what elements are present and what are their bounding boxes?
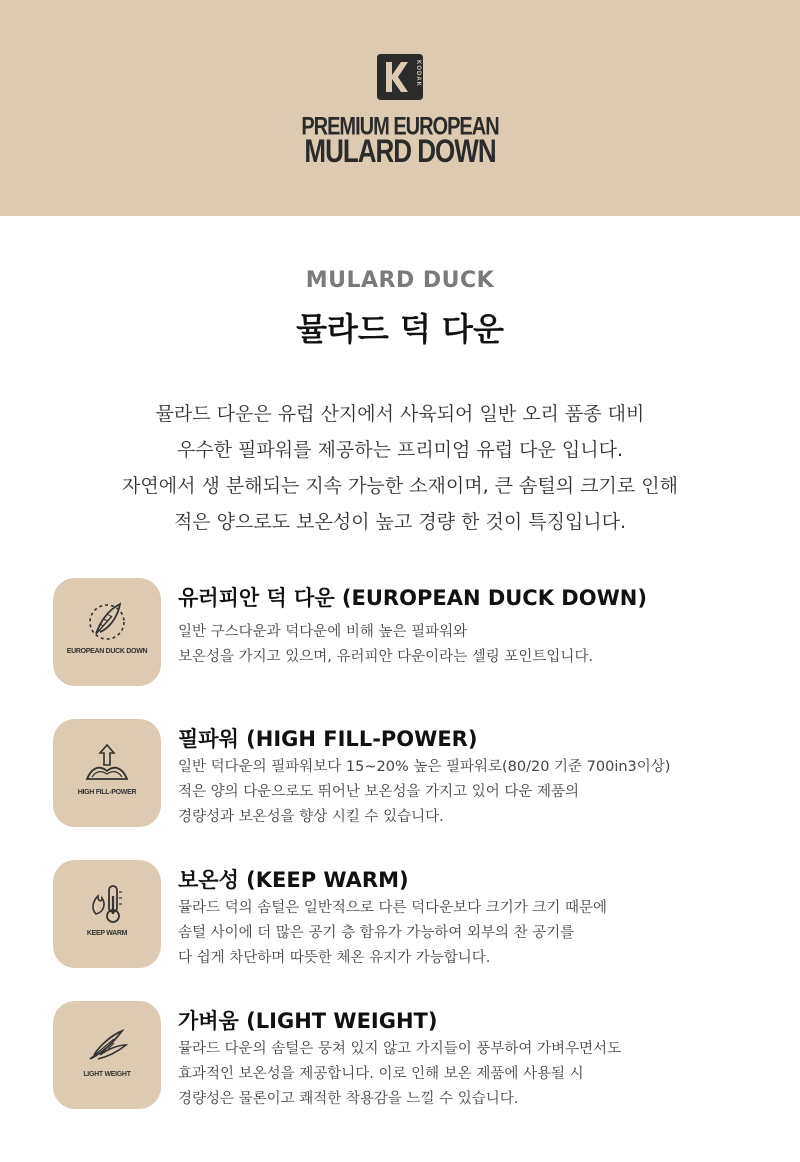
feature-desc-line: 다 쉽게 차단하며 따뜻한 체온 유지가 가능합니다. (178, 950, 491, 966)
feature-desc-line: 적은 양의 다운으로도 뛰어난 보온성을 가지고 있어 다운 제품의 (178, 784, 580, 800)
feature-title: 유러피안 덕 다운 (EUROPEAN DUCK DOWN) (178, 586, 647, 610)
fill-power-arrow-icon (82, 737, 132, 787)
feature-badge (53, 719, 161, 827)
feature-description (178, 1037, 621, 1112)
logo-wordmark: KODAK (415, 60, 421, 87)
feature-title: 가벼움 (LIGHT WEIGHT) (178, 1009, 438, 1033)
badge-label: LIGHT WEIGHT (83, 1071, 131, 1078)
feature-badge (53, 860, 161, 968)
feature-desc-line: 뮬라드 덕의 솜털은 일반적으로 다른 덕다운보다 크기가 크기 때문에 (178, 900, 608, 916)
section-title: 뮬라드 덕 다운 (296, 310, 504, 348)
feature-description (178, 896, 607, 971)
feature-desc-line: 보온성을 가지고 있으며, 유러피안 다운이라는 셀링 포인트입니다. (178, 649, 594, 665)
section-subtitle: MULARD DUCK (305, 268, 495, 293)
feature-european-duck-down (0, 578, 800, 688)
feature-title: 필파워 (HIGH FILL-POWER) (178, 727, 478, 751)
feature-light-weight (0, 1001, 800, 1111)
feature-keep-warm (0, 860, 800, 970)
feature-desc-line: 솜털 사이에 더 많은 공기 층 함유가 가능하여 외부의 찬 공기를 (178, 925, 575, 941)
feature-desc-line: 일반 구스다운과 덕다운에 비해 높은 필파워와 (178, 624, 468, 640)
badge-label: KEEP WARM (86, 930, 128, 937)
intro-paragraph (0, 396, 800, 540)
kodak-logo-icon (375, 54, 425, 100)
badge-label: HIGH FILL-POWER (77, 789, 137, 796)
intro-line: 뮬라드 다운은 유럽 산지에서 사육되어 일반 오리 품종 대비 (155, 403, 645, 425)
feature-desc-line: 효과적인 보온성을 제공합니다. 이로 인해 보온 제품에 사용될 시 (178, 1066, 584, 1082)
feature-description (178, 620, 593, 670)
feature-title: 보온성 (KEEP WARM) (178, 868, 409, 892)
brand-line-2: MULARD DOWN (304, 132, 496, 170)
feature-desc-line: 뮬라드 다운의 솜털은 뭉쳐 있지 않고 가지들이 풍부하여 가벼우면서도 (178, 1041, 622, 1057)
brand-line-1: PREMIUM EUROPEAN (301, 113, 499, 141)
thermometer-flame-icon (82, 878, 132, 928)
feature-desc-line: 경량성은 물론이고 쾌적한 착용감을 느낄 수 있습니다. (178, 1091, 519, 1107)
feature-description (178, 755, 670, 830)
feature-high-fill-power (0, 719, 800, 829)
header-banner (0, 0, 800, 216)
feather-circle-icon (82, 596, 132, 646)
intro-line: 자연에서 생 분해되는 지속 가능한 소재이며, 큰 솜털의 크기로 인해 (122, 475, 678, 497)
feature-badge (53, 1001, 161, 1109)
feature-badge (53, 578, 161, 686)
feature-desc-line: 일반 덕다운의 필파워보다 15~20% 높은 필파워로(80/20 기준 700in3이상) (178, 759, 671, 775)
feature-desc-line: 경량성과 보온성을 향상 시킬 수 있습니다. (178, 809, 444, 825)
intro-line: 적은 양으로도 보온성이 높고 경량 한 것이 특징입니다. (173, 511, 627, 533)
intro-line: 우수한 필파워를 제공하는 프리미엄 유럽 다운 입니다. (176, 439, 624, 461)
badge-label: EUROPEAN DUCK DOWN (66, 648, 148, 655)
feathers-icon (82, 1019, 132, 1069)
